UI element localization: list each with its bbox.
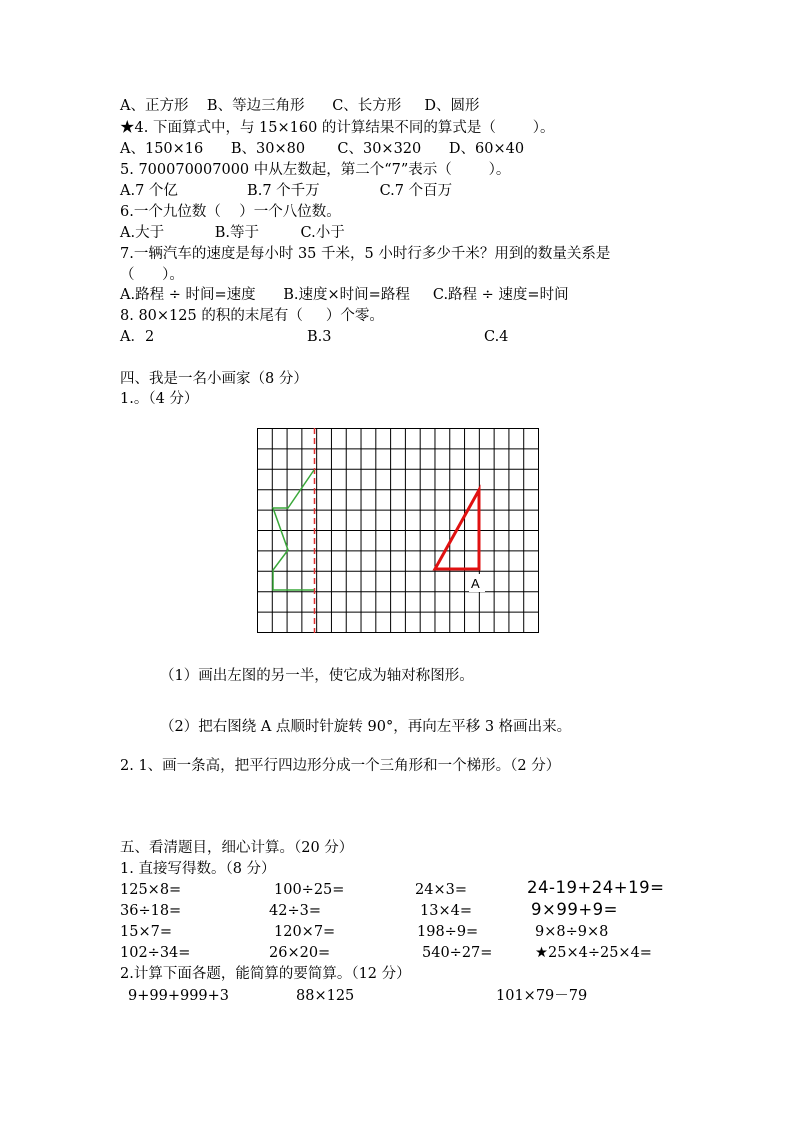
calc-cell: 15×7= xyxy=(120,924,172,940)
calc-cell: 26×20= xyxy=(269,945,331,961)
q8-option-b: B.3 xyxy=(307,329,332,345)
calc-cell: 540÷27= xyxy=(422,945,493,961)
calc-cell: 9×99+9= xyxy=(531,900,618,919)
q5-options: A.7 个亿 B.7 个千万 C.7 个百万 xyxy=(120,183,453,199)
q6-options: A.大于 B.等于 C.小于 xyxy=(120,225,345,241)
section5-sub2: 2.计算下面各题，能简算的要简算。（12 分） xyxy=(120,966,411,982)
calc-cell: 198÷9= xyxy=(417,924,479,940)
q7-options: A.路程 ÷ 时间=速度 B.速度×时间=路程 C.路程 ÷ 速度=时间 xyxy=(120,287,569,303)
q8-option-a: A．2 xyxy=(120,329,155,345)
q8-question: 8. 80×125 的积的末尾有（ ）个零。 xyxy=(120,308,384,324)
point-a-label: A xyxy=(471,576,480,591)
q7-answer-paren: （ ）。 xyxy=(120,267,184,283)
q7-question: 7.一辆汽车的速度是每小时 35 千米，5 小时行多少千米？用到的数量关系是 xyxy=(120,246,611,262)
section5-title: 五、看清题目，细心计算。（20 分） xyxy=(120,840,354,856)
calc-cell: 9×8÷9×8 xyxy=(535,924,609,940)
red-triangle xyxy=(435,490,479,569)
q5-question: 5. 700070007000 中从左数起，第二个“7”表示（ ）。 xyxy=(120,162,511,178)
section4-title: 四、我是一名小画家（8 分） xyxy=(120,371,308,387)
calc-cell: ★25×4÷25×4= xyxy=(535,945,652,961)
calc-cell: 36÷18= xyxy=(120,903,182,919)
calc-cell: 102÷34= xyxy=(120,945,191,961)
calc-cell: 24×3= xyxy=(415,882,467,898)
calc-problem: 9+99+999+3 xyxy=(128,988,230,1004)
calc-cell: 120×7= xyxy=(274,924,336,940)
q8-option-c: C.4 xyxy=(484,329,509,345)
q6-question: 6.一个九位数（ ）一个八位数。 xyxy=(120,204,341,220)
calc-problem: 88×125 xyxy=(296,988,355,1004)
calc-cell: 24-19+24+19= xyxy=(527,878,665,897)
section5-sub1: 1. 直接写得数。（8 分） xyxy=(120,861,276,877)
task3-text: 2. 1、画一条高，把平行四边形分成一个三角形和一个梯形。（2 分） xyxy=(120,758,561,774)
calc-cell: 125×8= xyxy=(120,882,182,898)
drawing-grid xyxy=(257,428,539,633)
calc-cell: 100÷25= xyxy=(274,882,345,898)
section4-sub1: 1.。（4 分） xyxy=(120,391,199,407)
q3-options: A、正方形 B、等边三角形 C、长方形 D、圆形 xyxy=(120,98,480,114)
q4-options: A、150×16 B、30×80 C、30×320 D、60×40 xyxy=(120,141,525,157)
calc-problem: 101×79－79 xyxy=(496,988,588,1004)
task2-text: （2）把右图绕 A 点顺时针旋转 90°，再向左平移 3 格画出来。 xyxy=(160,719,572,735)
q4-question: ★4. 下面算式中，与 15×160 的计算结果不同的算式是（ ）。 xyxy=(120,120,555,136)
calc-cell: 13×4= xyxy=(420,903,472,919)
grid-svg xyxy=(257,428,539,633)
task1-text: （1）画出左图的另一半，使它成为轴对称图形。 xyxy=(160,668,474,684)
calc-cell: 42÷3= xyxy=(269,903,321,919)
